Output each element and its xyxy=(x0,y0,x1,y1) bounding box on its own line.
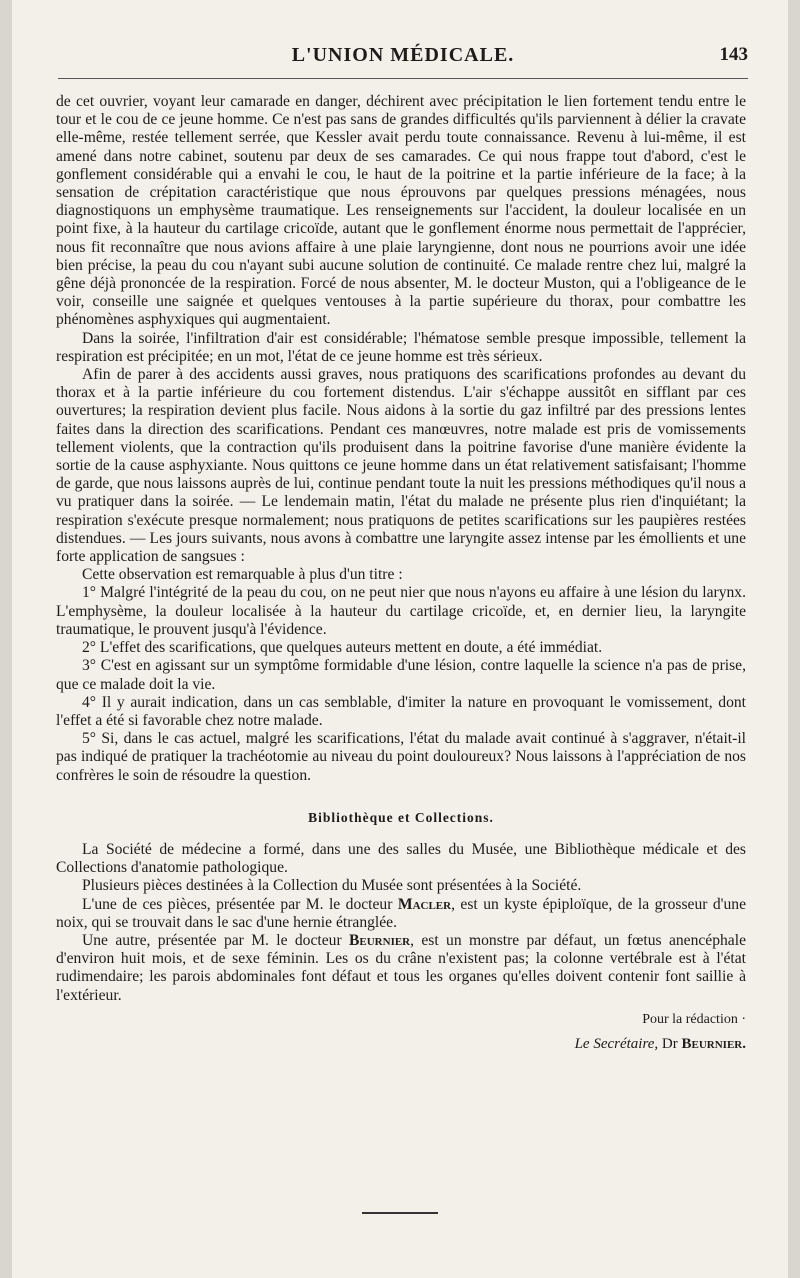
section-paragraph-library: La Société de médecine a formé, dans une des salles du Musée, une Bibliothèque médicale et des Collections d'anatomie pathologique. xyxy=(56,840,746,877)
doctor-name-beurnier: Beurnier xyxy=(349,931,411,949)
observation-point-3: 3° C'est en agissant sur un symptôme formidable d'une lésion, contre laquelle la science n'a pas de prise, que ce malade doit la vie. xyxy=(56,657,746,693)
signature-role: Le Secrétaire, xyxy=(574,1035,659,1052)
footer-rule xyxy=(362,1212,438,1214)
signoff: Pour la rédaction · xyxy=(642,1011,746,1027)
doctor-name-macler: Macler xyxy=(397,895,452,913)
signature-name: Beurnier. xyxy=(681,1035,746,1052)
observation-point-4: 4° Il y aurait indication, dans un cas semblable, d'imiter la nature en provoquant le vomissement, dont l'effet a été si favorable chez notre malade. xyxy=(56,693,746,729)
paragraph-evening: Dans la soirée, l'infiltration d'air est considérable; l'hématose semble presque impossible, tellement la respiration est précipitée; en un mot, l'état de ce jeune homme est très sérieux. xyxy=(56,329,746,365)
journal-title: L'UNION MÉDICALE. xyxy=(291,44,515,66)
macler-text-before: L'une de ces pièces, présentée par M. le docteur xyxy=(82,895,398,913)
page-number: 143 xyxy=(719,44,748,65)
paragraph-observation-intro: Cette observation est remarquable à plus d'un titre : xyxy=(82,566,403,584)
article-body xyxy=(56,93,746,1053)
journal-page xyxy=(12,0,788,1278)
observation-point-5: 5° Si, dans le cas actuel, malgré les scarifications, l'état du malade avait continué à s'aggraver, n'était-il pas indiqué de pratiquer la trachéotomie au niveau du point douloureux? Nous laissons à l'appréciation de nos confrères le soin de résoudre la question. xyxy=(56,730,746,784)
beurnier-text-after: , est un monstre par défaut, un fœtus anencéphale d'environ huit mois, et de sexe féminin. Les os du crâne n'existent pas; la colonne vertébrale est à l'état rudimendaire; les parois abdominales font défaut et tous les organes qu'elles doivent contenir font saillie à l'extérieur. xyxy=(56,931,746,1004)
section-paragraph-macler xyxy=(56,896,746,932)
section-gap xyxy=(56,785,746,801)
signature xyxy=(56,1035,746,1053)
section-title: Bibliothèque et Collections. xyxy=(308,809,494,825)
paragraph-continuation: de cet ouvrier, voyant leur camarade en danger, déchirent avec précipitation le lien fortement tendu entre le tour et le cou de ce jeune homme. Ce n'est pas sans de grandes difficultés qu'ils parviennent à délier la cravate elle-même, restée tellement serrée, que Kessler avait perdu toute connaissance. Revenu à lui-même, il est amené dans notre cabinet, soutenu par deux de ses camarades. Ce qui nous frappe tout d'abord, c'est le gonflement considérable qui a envahi le cou, le haut de la poitrine et la partie inférieure de la face; à la sensation de crépitation caractéristique que nous éprouvons par quelques pressions ménagées, nous diagnostiquons un emphysème traumatique. Les renseignements sur l'accident, la douleur localisée en un point fixe, à la hauteur du cartilage cricoïde, autant que le gonflement énorme nous permettait de l'apprécier, nous fit reconnaître que nous avions affaire à une plaie laryngienne, dont nous ne pourrions avoir une idée bien précise, la peau du cou n'ayant subi aucune solution de continuité. Ce malade rentre chez lui, malgré la gêne déjà prononcée de la respiration. Forcé de nous absenter, M. le docteur Muston, qui a l'obligeance de le voir, conseille une saignée et quelques ventouses à la partie supérieure du thorax, pour combattre les phénomènes asphyxiques qui augmentaient. xyxy=(56,93,746,329)
signature-title: Dr xyxy=(661,1035,678,1052)
page-header xyxy=(58,44,748,84)
paragraph-treatment: Afin de parer à des accidents aussi graves, nous pratiquons des scarifications profondes au devant du thorax et à la partie inférieure du cou fortement distendus. L'air s'échappe aussitôt en sifflant par ces ouvertures; la respiration devient plus facile. Nous aidons à la sortie du gaz infiltré par des pressions lentes faites dans la direction des scarifications. Pendant ces manœuvres, notre malade est pris de vomissements tellement violents, que la contraction qu'ils produisent dans la poitrine favorise d'une manière évidente la sortie de la cause asphyxiante. Nous quittons ce jeune homme dans un état relativement satisfaisant; l'homme de garde, que nous laissons auprès de lui, continue pendant toute la nuit les pressions méthodiques qu'il nous a vu pratiquer dans la soirée. — Le lendemain matin, l'état du malade ne présente plus rien d'inquiétant; la respiration s'exécute presque normalement; nous pratiquons de petites scarifications sur les paupières restées distendues. — Les jours suivants, nous avons à combattre une laryngite assez intense par les émollients et une forte application de sangsues : xyxy=(56,366,746,566)
section-paragraph-beurnier xyxy=(56,932,746,1005)
header-rule xyxy=(58,78,748,79)
section-paragraph-pieces: Plusieurs pièces destinées à la Collection du Musée sont présentées à la Société. xyxy=(82,877,582,895)
beurnier-text-before: Une autre, présentée par M. le docteur xyxy=(82,931,349,949)
observation-point-1: 1° Malgré l'intégrité de la peau du cou, on ne peut nier que nous n'ayons eu affaire à une lésion du larynx. L'emphysème, la douleur localisée à la hauteur du cartilage cricoïde, et, en dernier lieu, la laryngite traumatique, le prouvent jusqu'à l'évidence. xyxy=(56,584,746,638)
macler-text-after: , est un kyste épiploïque, de la grosseur d'une noix, qui se trouvait dans le sac d'une hernie étranglée. xyxy=(56,895,746,931)
observation-point-2: 2° L'effet des scarifications, que quelques auteurs mettent en doute, a été immédiat. xyxy=(82,639,603,657)
